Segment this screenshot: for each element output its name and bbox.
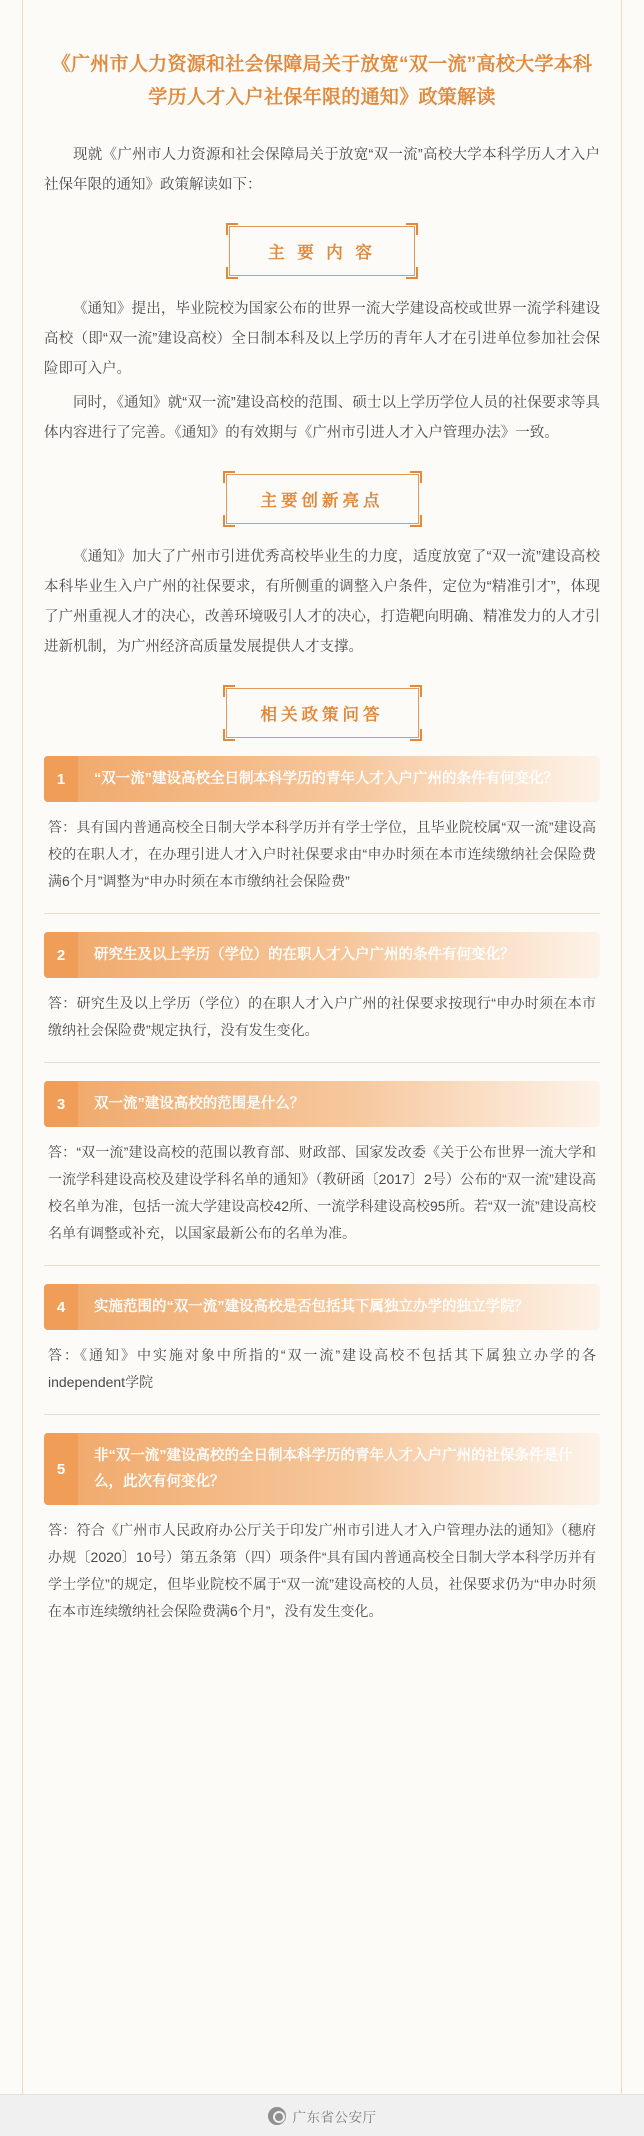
- faq-answer-text: 答：《通知》中实施对象中所指的“双一流”建设高校不包括其下属独立办学的各independent学院: [48, 1347, 596, 1390]
- faq-answer-text: 答：“双一流”建设高校的范围以教育部、财政部、国家发改委《关于公布世界一流大学和一流学科建设高校及建设学科名单的通知》（教研函〔2017〕2号）公布的“双一流”建设高校名单为准，包括一流大学建设高校42所、一流学科建设高校95所。若“双一流”建设高校名单有调整或补充，以国家最新公布的名单为准。: [48, 1144, 596, 1241]
- faq-question-text: 实施范围的“双一流”建设高校是否包括其下属独立办学的独立学院？: [94, 1299, 529, 1315]
- section-label: 主 要 内 容: [268, 244, 376, 262]
- faq-question-row[interactable]: [44, 1284, 600, 1330]
- corner-ornament-icon: [223, 729, 235, 741]
- divider: [44, 1414, 600, 1415]
- corner-ornament-icon: [223, 471, 235, 483]
- faq-item: [44, 1433, 600, 1631]
- section-label: 主要创新亮点: [260, 492, 384, 510]
- faq-number: 4: [44, 1284, 78, 1330]
- faq-question-row[interactable]: [44, 756, 600, 802]
- faq-number: 3: [44, 1081, 78, 1127]
- section-heading-main-content: [44, 226, 600, 276]
- faq-question-row[interactable]: [44, 1081, 600, 1127]
- divider: [44, 1265, 600, 1266]
- faq-question-text: “双一流”建设高校全日制本科学历的青年人才入户广州的条件有何变化？: [94, 771, 558, 787]
- corner-ornament-icon: [410, 515, 422, 527]
- intro-paragraph: 现就《广州市人力资源和社会保障局关于放宽“双一流”高校大学本科学历人才入户社保年限的通知》政策解读如下：: [44, 147, 600, 193]
- faq-answer-text: 答：研究生及以上学历（学位）的在职人才入户广州的社保要求按现行“申办时须在本市缴纳社会保险费”规定执行，没有发生变化。: [48, 995, 596, 1038]
- divider: [44, 1062, 600, 1063]
- faq-question-row[interactable]: [44, 932, 600, 978]
- faq-item: [44, 756, 600, 914]
- corner-ornament-icon: [410, 471, 422, 483]
- faq-question-text: 研究生及以上学历（学位）的在职人才入户广州的条件有何变化？: [94, 947, 515, 963]
- corner-ornament-icon: [410, 685, 422, 697]
- badge-icon: [268, 2107, 286, 2125]
- section-heading-innovation: [44, 474, 600, 524]
- footer-source-label: 广东省公安厅: [292, 2109, 377, 2125]
- faq-question-row[interactable]: [44, 1433, 600, 1505]
- faq-item: [44, 1284, 600, 1415]
- section-heading-faq: [44, 688, 600, 738]
- faq-item: [44, 1081, 600, 1266]
- corner-ornament-icon: [410, 729, 422, 741]
- faq-question-text: 非“双一流”建设高校的全日制本科学历的青年人才入户广州的社保条件是什么，此次有何变化？: [94, 1448, 573, 1490]
- divider: [44, 913, 600, 914]
- section-paragraph: 《通知》提出，毕业院校为国家公布的世界一流大学建设高校或世界一流学科建设高校（即“双一流”建设高校）全日制本科及以上学历的青年人才在引进单位参加社会保险即可入户。: [44, 301, 600, 377]
- page-title: 《广州市人力资源和社会保障局关于放宽“双一流”高校大学本科学历人才入户社保年限的通知》政策解读: [51, 54, 593, 108]
- section-paragraph: 《通知》加大了广州市引进优秀高校毕业生的力度，适度放宽了“双一流”建设高校本科毕业生入户广州的社保要求，有所侧重的调整入户条件，定位为“精准引才”，体现了广州重视人才的决心，改善环境吸引人才的决心，打造靶向明确、精准发力的人才引进新机制，为广州经济高质量发展提供人才支撑。: [44, 549, 600, 655]
- corner-ornament-icon: [223, 685, 235, 697]
- corner-ornament-icon: [226, 223, 238, 235]
- section-paragraph: 同时，《通知》就“双一流”建设高校的范围、硕士以上学历学位人员的社保要求等具体内容进行了完善。《通知》的有效期与《广州市引进人才入户管理办法》一致。: [44, 395, 600, 441]
- section-label: 相关政策问答: [260, 706, 384, 724]
- faq-number: 2: [44, 932, 78, 978]
- faq-question-text: 双一流”建设高校的范围是什么？: [94, 1096, 305, 1112]
- corner-ornament-icon: [223, 515, 235, 527]
- footer-bar: [0, 2094, 644, 2136]
- faq-number: 1: [44, 756, 78, 802]
- faq-number: 5: [44, 1433, 78, 1505]
- corner-ornament-icon: [406, 267, 418, 279]
- faq-answer-text: 答：具有国内普通高校全日制大学本科学历并有学士学位，且毕业院校属“双一流”建设高校的在职人才，在办理引进人才入户时社保要求由“申办时须在本市连续缴纳社会保险费满6个月”调整为“申办时须在本市缴纳社会保险费”: [48, 819, 596, 889]
- faq-answer-text: 答：符合《广州市人民政府办公厅关于印发广州市引进人才入户管理办法的通知》（穗府办规〔2020〕10号）第五条第（四）项条件“具有国内普通高校全日制大学本科学历并有学士学位”的规定，但毕业院校不属于“双一流”建设高校的人员，社保要求仍为“申办时须在本市连续缴纳社会保险费满6个月”，没有发生变化。: [48, 1522, 596, 1619]
- faq-item: [44, 932, 600, 1063]
- corner-ornament-icon: [406, 223, 418, 235]
- corner-ornament-icon: [226, 267, 238, 279]
